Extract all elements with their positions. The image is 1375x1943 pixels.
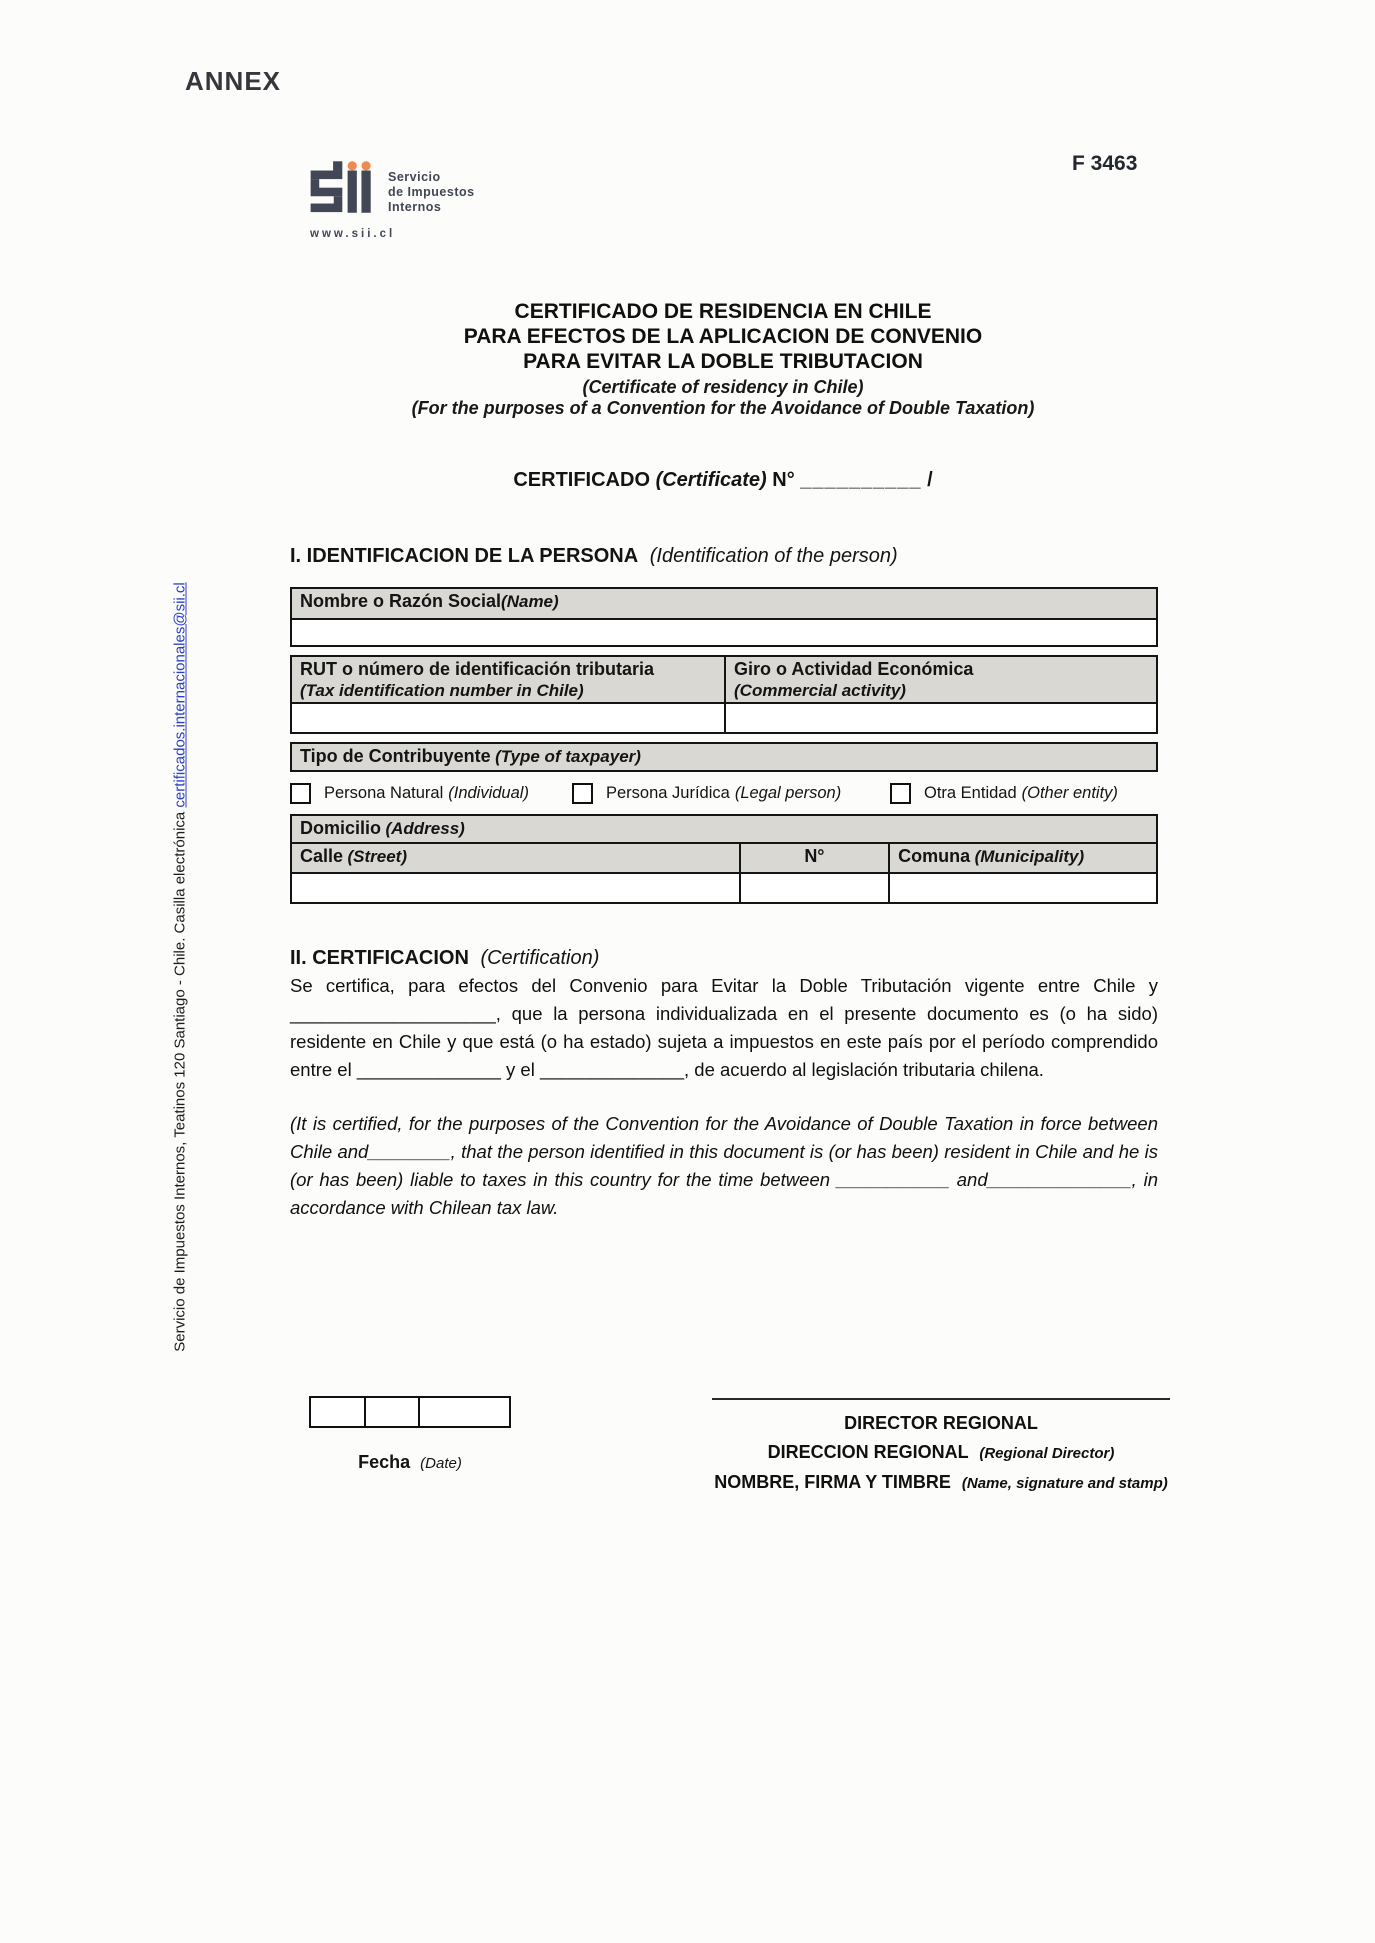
section-2-heading-es: II. CERTIFICACION (290, 947, 469, 969)
section-2-heading-en: (Certification) (480, 947, 600, 969)
checkbox-otra-entidad[interactable] (890, 783, 911, 804)
director-line-3 (712, 1468, 1170, 1498)
street-label-es: Calle (300, 846, 344, 866)
municipality-header (888, 844, 1156, 872)
option-persona-juridica (572, 783, 890, 804)
certification-paragraph-en: (It is certified, for the purposes of the Convention for the Avoidance of Double Taxation in force between Chile and________, that the person identified in this document is (or has been) resident in Chile and he is (or has been) liable to taxes in this country for the time between ___________ and______________, in accordance with Chilean tax law. (290, 1113, 1158, 1218)
section-2 (290, 947, 1158, 1222)
address-label-en: (Address) (385, 819, 465, 838)
giro-label-es: Giro o Actividad Económica (734, 659, 974, 679)
logo-wordmark: Servicio de Impuestos Internos (388, 170, 475, 214)
rut-giro-table (290, 655, 1158, 734)
date-box (309, 1396, 511, 1428)
date-label-es: Fecha (358, 1452, 411, 1472)
rut-header (292, 657, 724, 702)
taxpayer-type-options (290, 774, 1158, 813)
taxpayer-type-bar (290, 742, 1158, 772)
rut-label-es: RUT o número de identificación tributaria (300, 659, 655, 679)
street-header (292, 844, 739, 872)
number-input-field[interactable] (739, 874, 888, 902)
street-input-field[interactable] (292, 874, 739, 902)
slash: / (927, 469, 933, 491)
otra-entidad-label: Otra Entidad (Other entity) (924, 784, 1118, 802)
giro-label-en: (Commercial activity) (734, 681, 906, 700)
date-day-cell[interactable] (311, 1398, 364, 1426)
certificate-label-en: (Certificate) (655, 469, 767, 491)
municipality-label-es: Comuna (898, 846, 971, 866)
taxpayer-type-header (292, 744, 1156, 770)
certificate-number-line (253, 469, 1193, 492)
address-table (290, 814, 1158, 904)
option-otra-entidad (890, 783, 1158, 804)
rut-label-en: (Tax identification number in Chile) (300, 681, 584, 700)
section-2-heading (290, 947, 1158, 970)
name-header (292, 589, 1156, 618)
name-label-en: (Name) (501, 592, 559, 611)
section-1-heading-en: (Identification of the person) (649, 545, 898, 567)
certificado-label: CERTIFICADO (513, 469, 651, 491)
document-title (253, 299, 1193, 419)
address-header (292, 816, 1156, 842)
title-line-4: (Certificate of residency in Chile) (582, 377, 864, 397)
giro-header (724, 657, 1156, 702)
certificate-number-blank[interactable]: __________ (800, 469, 922, 491)
option-persona-natural (290, 783, 572, 804)
taxpayer-type-label-es: Tipo de Contribuyente (300, 746, 491, 766)
title-line-3: PARA EVITAR LA DOBLE TRIBUTACION (523, 350, 923, 373)
form-number: F 3463 (1072, 152, 1138, 175)
persona-natural-label: Persona Natural (Individual) (324, 784, 529, 802)
municipality-input-field[interactable] (888, 874, 1156, 902)
title-line-2: PARA EFECTOS DE LA APLICACION DE CONVENIO (463, 325, 983, 348)
date-label-en: (Date) (420, 1455, 462, 1472)
section-1-heading (290, 545, 1158, 568)
sidebar-address-text: Servicio de Impuestos Internos, Teatinos 120 Santiago - Chile. Casilla electrónica (171, 807, 189, 1352)
logo-url: www.sii.cl (310, 228, 396, 240)
title-line-5: (For the purposes of a Convention for the Avoidance of Double Taxation) (411, 398, 1035, 418)
sii-logo (308, 150, 588, 260)
checkbox-persona-juridica[interactable] (572, 783, 593, 804)
rut-input-field[interactable] (292, 704, 724, 732)
director-line-3-es: NOMBRE, FIRMA Y TIMBRE (714, 1472, 951, 1492)
director-line-2-es: DIRECCION REGIONAL (767, 1442, 969, 1462)
director-line-1: DIRECTOR REGIONAL (844, 1413, 1038, 1433)
sii-logo-icon (308, 150, 374, 228)
name-input-field[interactable] (292, 620, 1156, 645)
checkbox-persona-natural[interactable] (290, 783, 311, 804)
taxpayer-type-label-en: (Type of taxpayer) (495, 747, 641, 766)
title-line-1: CERTIFICADO DE RESIDENCIA EN CHILE (514, 300, 932, 323)
email-link[interactable]: certificados.internacionales@sii.cl (171, 582, 189, 808)
name-label-es: Nombre o Razón Social (300, 591, 502, 611)
street-label-en: (Street) (347, 847, 407, 866)
section-1-heading-es: I. IDENTIFICACION DE LA PERSONA (290, 545, 639, 567)
date-year-cell[interactable] (418, 1398, 509, 1426)
director-line-2-en: (Regional Director) (979, 1445, 1115, 1462)
persona-juridica-label: Persona Jurídica (Legal person) (606, 784, 842, 802)
date-month-cell[interactable] (364, 1398, 417, 1426)
form-body (290, 545, 1158, 1222)
certification-paragraph-es: Se certifica, para efectos del Convenio para Evitar la Doble Tributación vigente entre Chile y ____________________, que la persona individualizada en el presente documento es (o ha sido) residente en Chile y que está (o ha estado) sujeta a impuestos en este país por el período comprendido entre el ______________ y el ______________, de acuerdo al legislación tributaria chilena. (290, 975, 1158, 1080)
annex-label: ANNEX (185, 66, 282, 96)
signature-block (712, 1398, 1170, 1498)
logo-dot-icon (348, 161, 357, 170)
number-symbol: N° (772, 469, 795, 491)
logo-dot-icon (361, 161, 370, 170)
director-line-2 (712, 1438, 1170, 1468)
number-header (739, 844, 888, 872)
address-label-es: Domicilio (300, 818, 382, 838)
date-label (309, 1452, 511, 1473)
number-label: N° (804, 846, 825, 866)
municipality-label-en: (Municipality) (974, 847, 1085, 866)
name-table (290, 587, 1158, 647)
giro-input-field[interactable] (724, 704, 1156, 732)
director-line-3-en: (Name, signature and stamp) (961, 1475, 1168, 1492)
